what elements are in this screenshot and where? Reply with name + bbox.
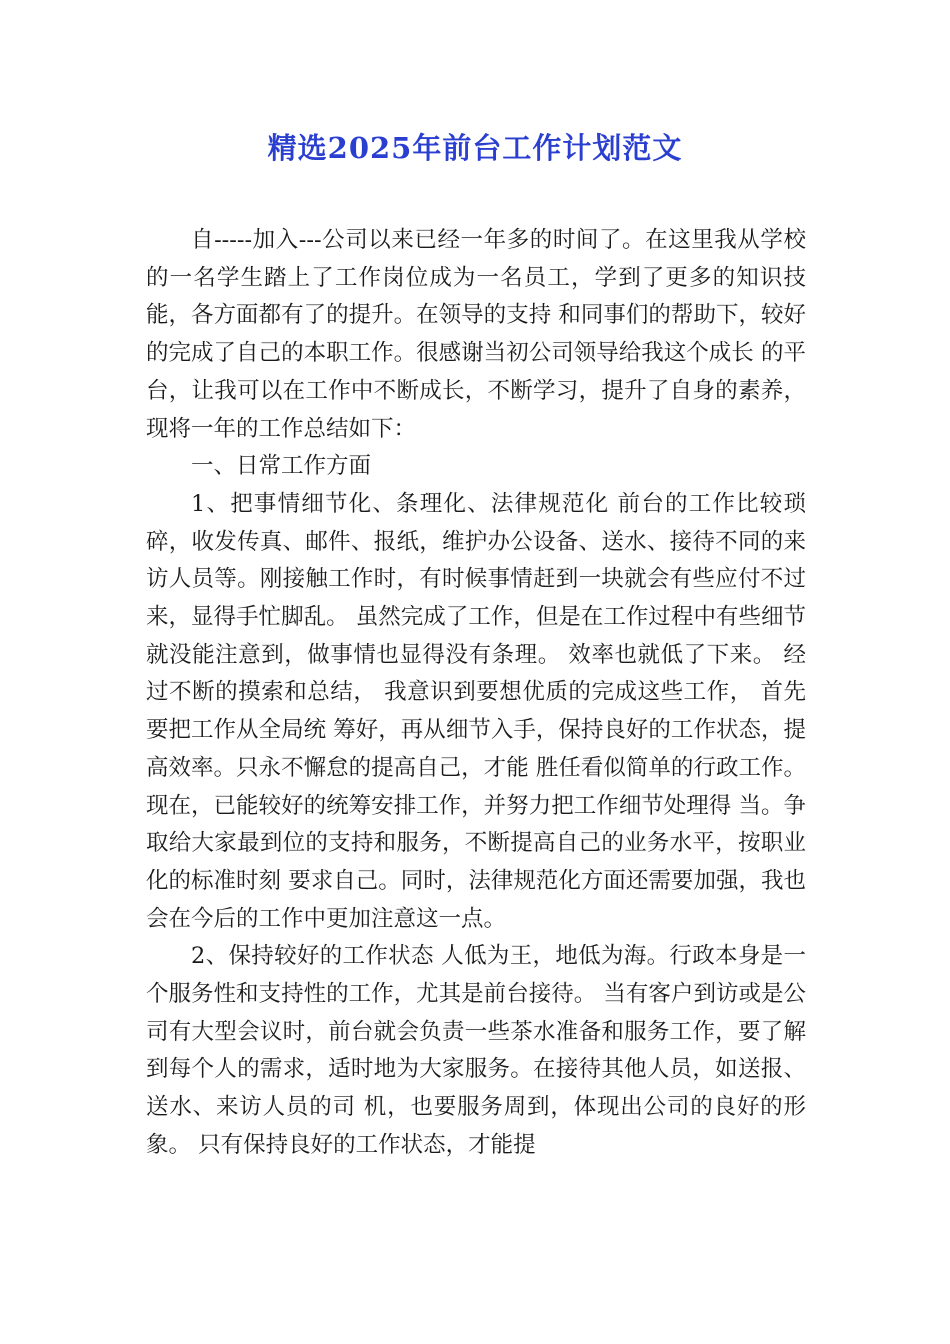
section-heading-daily-work: 一、日常工作方面 <box>191 453 372 480</box>
document-title: 精选2025年前台工作计划范文 <box>267 131 683 165</box>
document-body <box>146 222 806 1165</box>
paragraph-point-2: 2、保持较好的工作状态 人低为王，地低为海。行政本身是一个服务性和支持性的工作，尤其是前台接待。 当有客户到访或是公司有大型会议时，前台就会负责一些茶水准备和服务工作，要了解 到每个人的需求，适时地为大家服务。在接待其他人员，如送报、送水、来访人员的司 机，也要服务周到，体现出公司的良好的形象。 只有保持良好的工作状态，才能提 <box>146 943 806 1158</box>
paragraph-point-1: 1、把事情细节化、条理化、法律规范化 前台的工作比较琐碎，收发传真、邮件、报纸，维护办公设备、送水、接待不同的来 访人员等。刚接触工作时，有时候事情赶到一块就会有些应付不过来，显得手忙脚乱。 虽然完成了工作，但是在工作过程中有些细节就没能注意到，做事情也显得没有条理。 效率也就低了下来。 经过不断的摸索和总结， 我意识到要想优质的完成这些工作， 首先要把工作从全局统 筹好，再从细节入手，保持良好的工作状态，提高效率。只永不懈怠的提高自己，才能 胜任看似简单的行政工作。现在，已能较好的统筹安排工作，并努力把工作细节处理得 当。争取给大家最到位的支持和服务，不断提高自己的业务水平，按职业化的标准时刻 要求自己。同时，法律规范化方面还需要加强，我也会在今后的工作中更加注意这一点。 <box>146 490 806 932</box>
paragraph-intro: 自-----加入---公司以来已经一年多的时间了。在这里我从学校的一名学生踏上了工作岗位成为一名员工，学到了更多的知识技能，各方面都有了的提升。在领导的支持 和同事们的帮助下，较好的完成了自己的本职工作。很感谢当初公司领导给我这个成长 的平台，让我可以在工作中不断成长，不断学习，提升了自身的素养，现将一年的工作总结如下： <box>146 227 806 442</box>
